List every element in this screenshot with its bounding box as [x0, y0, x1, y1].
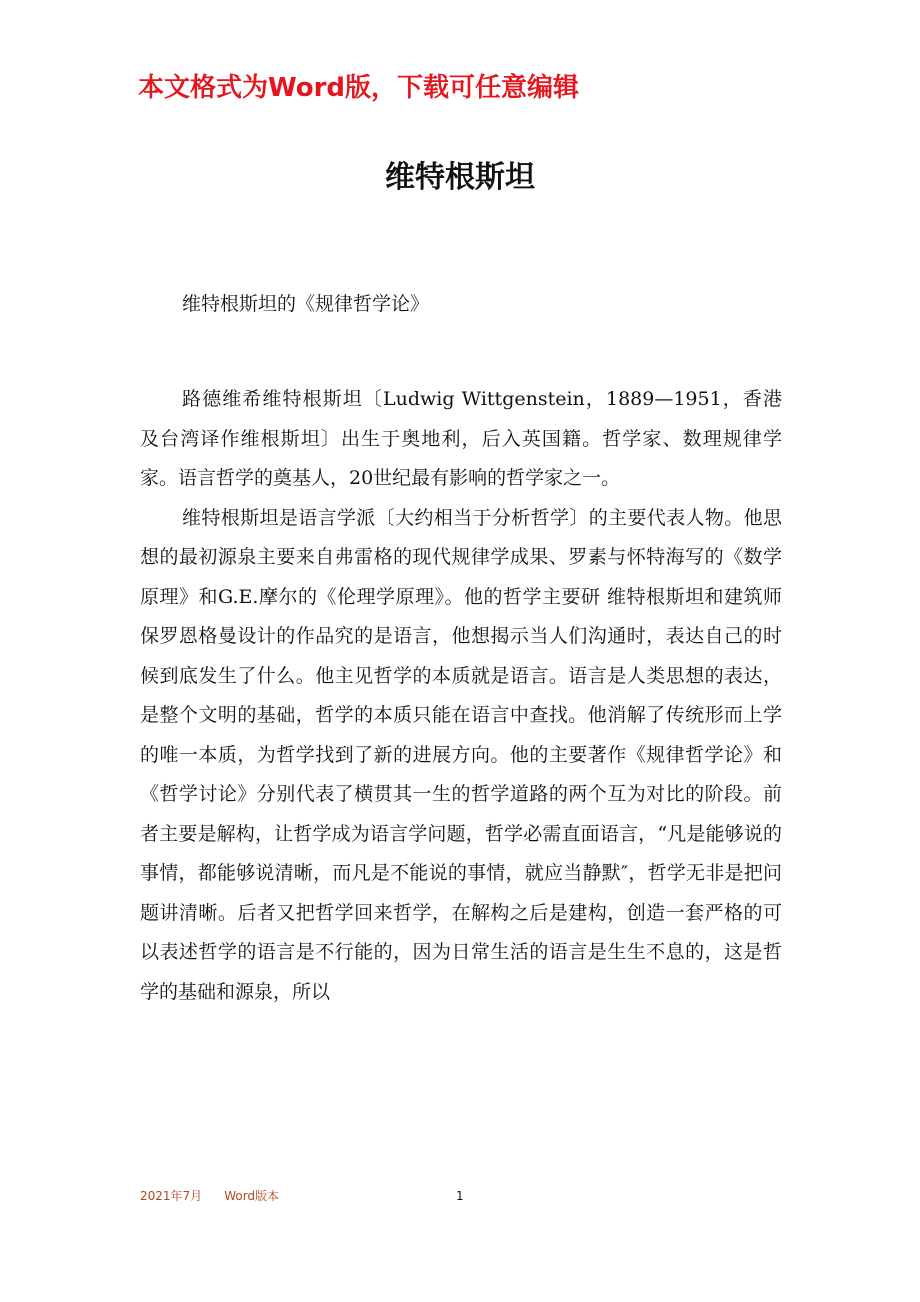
footer-info: [140, 1186, 279, 1206]
document-title: 维特根斯坦: [385, 160, 535, 195]
paragraph-philosophy: 维特根斯坦是语言学派〔大约相当于分析哲学〕的主要代表人物。他思想的最初源泉主要来自弗雷格的现代规律学成果、罗素与怀特海写的《数学原理》和G.E.摩尔的《伦理学原理》。他的哲学主要研 维特根斯坦和建筑师保罗恩格曼设计的作品究的是语言，他想揭示当人们沟通时，表达自己的时候到底发生了什么。他主见哲学的本质就是语言。语言是人类思想的表达，是整个文明的基础，哲学的本质只能在语言中查找。他消解了传统形而上学的唯一本质，为哲学找到了新的进展方向。他的主要著作《规律哲学论》和《哲学讨论》分别代表了横贯其一生的哲学道路的两个互为对比的阶段。前者主要是解构，让哲学成为语言学问题，哲学必需直面语言，“凡是能够说的事情，都能够说清晰，而凡是不能说的事情，就应当静默″，哲学无非是把问题讲清晰。后者又把哲学回来哲学，在解构之后是建构，创造一套严格的可以表述哲学的语言是不行能的，因为日常生活的语言是生生不息的，这是哲学的基础和源泉，所以: [140, 506, 782, 1003]
footer-date: 2021年7月: [140, 1189, 203, 1203]
footer-version: Word版本: [224, 1189, 280, 1203]
banner-text: 本文格式为Word版，下载可任意编辑: [138, 73, 580, 103]
document-subtitle: 维特根斯坦的《规律哲学论》: [182, 293, 430, 315]
document-body: [140, 380, 782, 1012]
editable-notice-banner: [138, 66, 579, 110]
paragraph-biography: 路德维希维特根斯坦〔Ludwig Wittgenstein，1889—1951，香港及台湾译作维根斯坦〕出生于奥地利，后入英国籍。哲学家、数理规律学家。语言哲学的奠基人，20世纪最有影响的哲学家之一。: [140, 388, 782, 489]
page-number: 1: [456, 1189, 464, 1203]
